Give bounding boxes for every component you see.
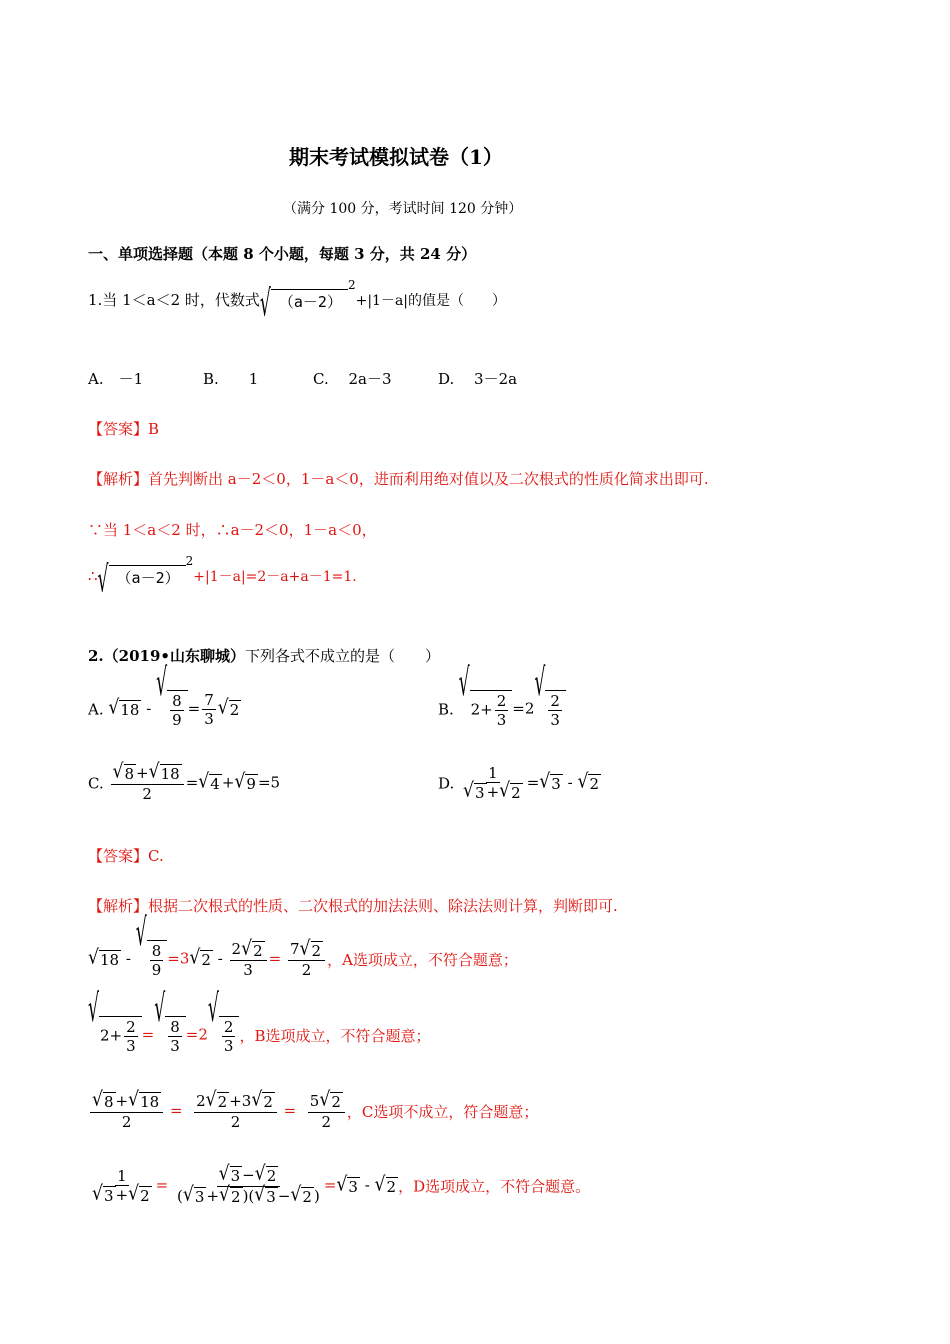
exam-info: （满分 100 分，考试时间 120 分钟） [283,201,523,217]
section-heading: 一、单项选择题（本题 8 个小题，每题 3 分，共 24 分） [88,245,477,263]
q2-d-label: D. [438,774,455,793]
q2-b-label: B. [438,700,454,719]
q2-solution-d: 1 √ 3 + √ 2 = √ 3 − √ 2 ( √ 3 + √ 2 )( √ 3 − √ 2 ) = √ 3 - √ 2 ，D选项成立，不符合题意。 [92,1162,591,1207]
q1-step-2 [88,554,357,602]
question-2 [88,645,440,666]
q1-analysis-text: 首先判断出 a－2＜0，1－a＜0，进而利用绝对值以及二次根式的性质化简求出即可. [148,470,709,488]
q2-solution-a-text: ，A选项成立，不符合题意； [327,951,518,969]
q1-step-1: ∵当 1＜a＜2 时，∴a－2＜0，1－a＜0， [88,521,377,539]
q2-solution-b-text: ，B选项成立，不符合题意； [239,1027,431,1045]
q1-option-d: D. 3－2a [438,370,518,388]
q2-analysis [88,895,618,916]
q1-answer-label: 【答案】 [88,420,149,438]
q2-solution-c: √ 8 + √ 18 2 = 2 √ 2 +3 √ 2 2 = 5 √ 2 2 ，C选项不成立，符合题意； [92,1088,539,1131]
q2-c-expr: √ 8 + √ 18 2 = √ 4 + √ 9 =5 [112,760,281,803]
q2-option-b [438,662,566,729]
q2-answer [88,845,164,866]
q2-solution-c-text: ，C选项不成立，符合题意； [346,1102,539,1121]
q1-step2-suffix: +|1－a|=2－a+a－1=1. [193,569,357,585]
q1-exponent: 2 [347,278,356,292]
q1-option-b: B. 1 [203,370,259,388]
q2-a-expr: √ 18 - √ $\frac{8}{9}$ = $\frac{7}{3}$ √ 2 [108,662,240,729]
q1-option-a: A. －1 [88,370,144,388]
q1-answer [88,418,159,439]
q2-prefix: 2.（2019•山东聊城） [88,647,245,665]
q1-prefix: 1.当 1＜a＜2 时，代数式 [88,291,260,309]
q1-radical: √ （a－2） [260,289,348,313]
q2-analysis-text: 根据二次根式的性质、二次根式的加法法则、除法法则计算，判断即可. [148,897,618,915]
q2-option-a [88,662,241,729]
q1-option-c: C. 2a－3 [313,370,392,388]
q1-step2-radical: √ （a－2） [98,565,186,589]
q2-solution-d-text: ，D选项成立，不符合题意。 [398,1177,591,1196]
q1-radicand: （a－2） [271,289,348,313]
page-title: 期末考试模拟试卷（1） [289,145,503,169]
q2-option-d [438,764,601,803]
q2-answer-value: C. [148,847,164,865]
q1-step2-therefore: ∴ [88,567,98,585]
q1-step2-exponent: 2 [185,554,194,568]
question-1 [88,278,507,326]
q1-analysis-label: 【解析】 [88,470,149,488]
q2-a-label: A. [88,700,104,719]
q2-b-expr: √ 2+ $\frac{2}{3}$ =2 √ $\frac{2}{3}$ [459,690,566,729]
q2-d-expr: 1 √ 3 + √ 2 = √ 3 - √ 2 [463,764,599,803]
q1-analysis [88,468,709,489]
q2-answer-label: 【答案】 [88,847,149,865]
q2-solution-b: √ 2+ $\frac{2}{3}$ = √ $\frac{8}{3}$ =2 √ $\frac{2}{3}$ ，B选项成立，不符合题意； [88,988,431,1055]
q2-analysis-label: 【解析】 [88,897,149,915]
q2-option-c [88,760,281,803]
q2-c-label: C. [88,774,104,793]
q1-step2-radicand: （a－2） [109,565,186,589]
q2-solution-a: √ 18 - √ $\frac{8}{9}$ =3 √ 2 - 2 √ 2 3 = 7 √ 2 2 ，A选项成立，不符合题意； [88,912,518,979]
q1-suffix: +|1－a|的值是（ ） [355,293,507,309]
q1-answer-value: B [148,420,160,438]
q2-stem: 下列各式不成立的是（ ） [245,647,441,665]
